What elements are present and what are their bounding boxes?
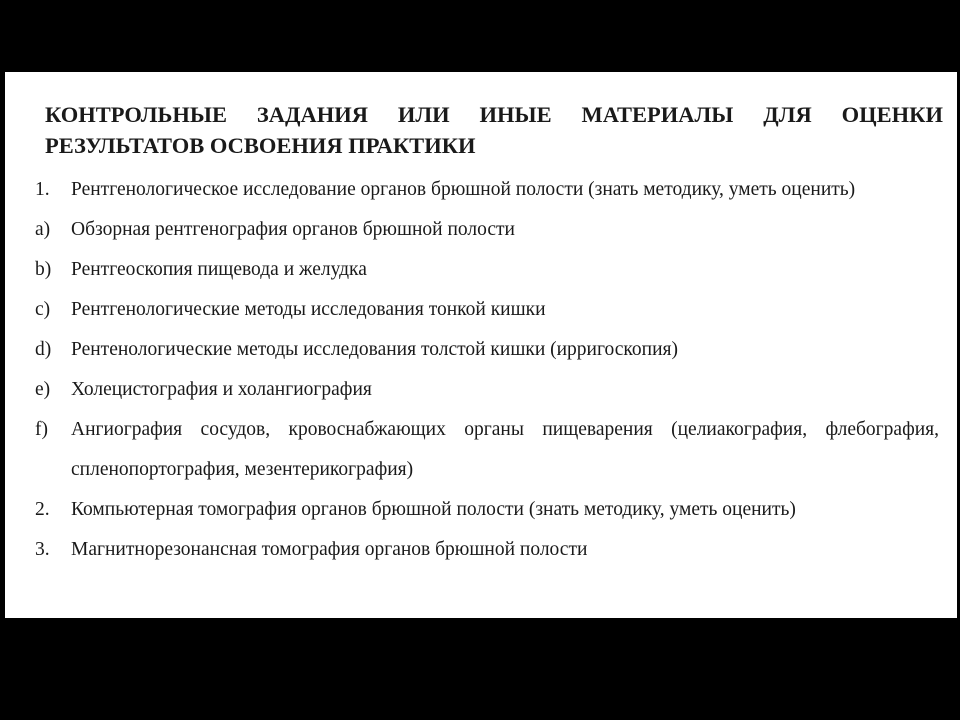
list-item-text: Обзорная рентгенография органов брюшной полости (71, 219, 515, 240)
list-marker: 3. (35, 539, 50, 560)
list-marker: 1. (35, 179, 50, 200)
list-item-c (5, 290, 939, 330)
list-item-1 (5, 170, 939, 210)
list-item-text: Холецистография и холангиография (71, 379, 372, 400)
list-marker: c) (35, 299, 51, 320)
list-marker: d) (35, 339, 52, 360)
list-item-a (5, 210, 939, 250)
list-item-e (5, 370, 939, 410)
list-item-text: Ангиография сосудов, кровоснабжающих органы пищеварения (целиакография, флебография, спленопортография, мезентерикография) (71, 419, 939, 480)
list-marker: 2. (35, 499, 50, 520)
document-page (5, 72, 957, 618)
list-item-text: Компьютерная томография органов брюшной полости (знать методику, уметь оценить) (71, 499, 796, 520)
list-item-text: Рентенологические методы исследования толстой кишки (ирригоскопия) (71, 339, 678, 360)
list-marker: b) (35, 259, 52, 280)
list-item-text: Рентгенологическое исследование органов брюшной полости (знать методику, уметь оценить) (71, 179, 856, 200)
list-item-f (5, 410, 939, 490)
list-item-2 (5, 490, 939, 530)
list-item-text: Рентгеоскопия пищевода и желудка (71, 259, 367, 280)
list-marker: e) (35, 379, 51, 400)
list-item-text: Рентгенологические методы исследования тонкой кишки (71, 299, 546, 320)
list-item-d (5, 330, 939, 370)
document-heading: КОНТРОЛЬНЫЕ ЗАДАНИЯ ИЛИ ИНЫЕ МАТЕРИАЛЫ ДЛЯ ОЦЕНКИ РЕЗУЛЬТАТОВ ОСВОЕНИЯ ПРАКТИКИ (45, 102, 943, 158)
list-marker: a) (35, 219, 51, 240)
task-list (5, 170, 957, 570)
list-item-text: Магнитнорезонансная томография органов брюшной полости (71, 539, 588, 560)
list-marker: f) (35, 419, 48, 440)
list-item-3 (5, 530, 939, 570)
list-item-b (5, 250, 939, 290)
